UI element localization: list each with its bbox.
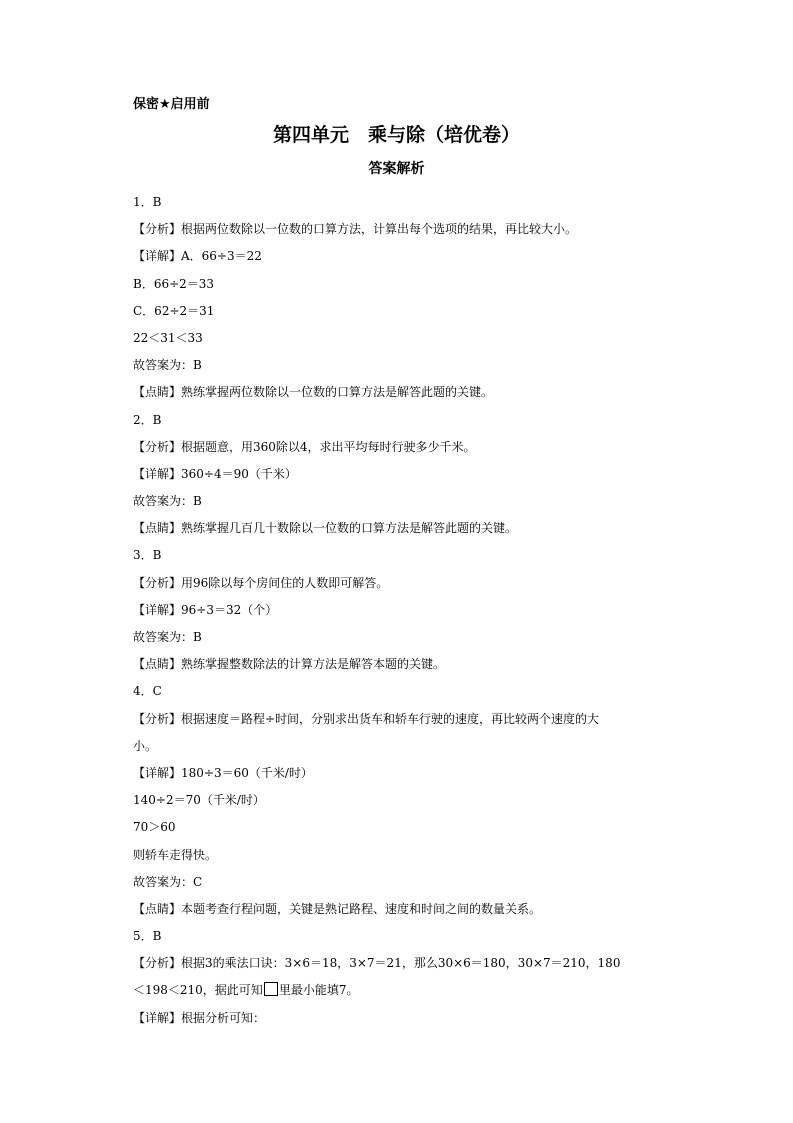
comment-line: 【点睛】熟练掌握几百几十数除以一位数的口算方法是解答此题的关键。 <box>133 521 518 536</box>
text-segment: 里最小能填7。 <box>278 983 359 998</box>
detail-line: 【详解】96÷3＝32（个） <box>133 602 278 617</box>
answer-line: 故答案为：B <box>133 358 202 373</box>
detail-line: 【详解】A．66÷3＝22 <box>133 249 262 264</box>
text-line: C．62÷2＝31 <box>133 303 215 318</box>
confidential-label: 保密★启用前 <box>133 97 210 112</box>
answer-line: 故答案为：B <box>133 630 202 644</box>
text-line: 22＜31＜33 <box>133 330 203 345</box>
blank-box-icon <box>264 982 278 996</box>
analysis-line: 【分析】根据3的乘法口诀：3×6＝18，3×7＝21，那么30×6＝180，30×7＝210，180 <box>133 956 621 971</box>
comment-line: 【点睛】熟练掌握整数除法的计算方法是解答本题的关键。 <box>133 657 446 672</box>
document-title: 第四单元 乘与除（培优卷） <box>272 124 520 146</box>
document-subtitle: 答案解析 <box>368 161 425 177</box>
answer-number-4: 4．C <box>133 684 162 699</box>
comment-line: 【点睛】熟练掌握两位数除以一位数的口算方法是解答此题的关键。 <box>133 385 494 400</box>
analysis-line: 【分析】根据题意，用360除以4，求出平均每时行驶多少千米。 <box>133 439 476 454</box>
answer-number-3: 3．B <box>133 548 162 563</box>
detail-line: 【详解】180÷3＝60（千米/时） <box>133 765 313 780</box>
analysis-line: 【分析】根据速度＝路程÷时间，分别求出货车和轿车行驶的速度，再比较两个速度的大 <box>133 711 600 726</box>
answer-content <box>133 189 678 1032</box>
text-line: 则轿车走得快。 <box>133 847 218 862</box>
answer-number-5: 5．B <box>133 929 162 944</box>
analysis-line-continued: 小。 <box>133 738 158 753</box>
answer-line: 故答案为：C <box>133 874 203 889</box>
comment-line: 【点睛】本题考查行程问题，关键是熟记路程、速度和时间之间的数量关系。 <box>133 901 542 916</box>
detail-line: 【详解】360÷4＝90（千米） <box>133 466 297 481</box>
text-segment: ＜198＜210，据此可知 <box>133 983 263 998</box>
analysis-line-continued <box>133 977 678 1004</box>
answer-number-2: 2．B <box>133 412 162 427</box>
text-line: B．66÷2＝33 <box>133 276 215 291</box>
text-line: 70＞60 <box>133 820 176 835</box>
answer-line: 故答案为：B <box>133 494 202 509</box>
analysis-line: 【分析】根据两位数除以一位数的口算方法，计算出每个选项的结果，再比较大小。 <box>133 222 578 237</box>
analysis-line: 【分析】用96除以每个房间住的人数即可解答。 <box>133 575 389 590</box>
answer-number-1: 1．B <box>133 195 162 209</box>
detail-line: 【详解】根据分析可知： <box>133 1010 266 1025</box>
text-line: 140÷2＝70（千米/时） <box>133 793 265 808</box>
